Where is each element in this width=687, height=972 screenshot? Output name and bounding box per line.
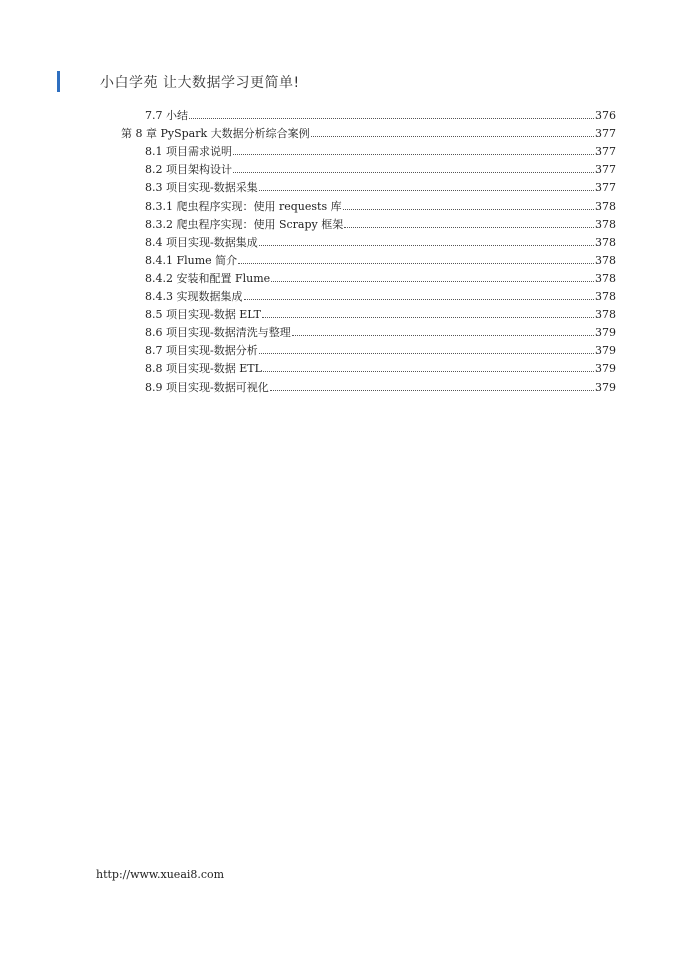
toc-leader-dots xyxy=(262,306,594,318)
toc-page-number: 378 xyxy=(595,235,616,249)
toc-section-entry[interactable] xyxy=(145,161,616,179)
toc-entry-title: 第 8 章 PySpark 大数据分析综合案例 xyxy=(121,127,310,141)
toc-page-number: 379 xyxy=(595,362,616,376)
toc-entry-title: 8.3 项目实现-数据采集 xyxy=(145,181,258,195)
toc-section-entry[interactable] xyxy=(145,379,616,397)
toc-entry-title: 8.1 项目需求说明 xyxy=(145,145,232,159)
toc-section-entry[interactable] xyxy=(145,198,616,216)
footer-url[interactable]: http://www.xueai8.com xyxy=(96,868,225,881)
toc-page-number: 379 xyxy=(595,344,616,358)
toc-section-entry[interactable] xyxy=(145,324,616,342)
toc-entry-title: 8.4.3 实现数据集成 xyxy=(145,290,243,303)
toc-page-number: 376 xyxy=(595,109,616,122)
toc-leader-dots xyxy=(259,179,594,191)
toc-leader-dots xyxy=(244,288,595,300)
toc-leader-dots xyxy=(270,379,594,391)
toc-section-entry[interactable] xyxy=(145,107,616,125)
toc-leader-dots xyxy=(233,161,594,173)
toc-entry-title: 8.4.1 Flume 简介 xyxy=(145,253,238,267)
toc-page-number: 379 xyxy=(595,380,616,394)
toc-page-number: 377 xyxy=(595,145,616,159)
toc-entry-title: 8.4.2 安装和配置 Flume xyxy=(145,271,271,285)
toc-leader-dots xyxy=(343,198,594,210)
toc-page-number: 379 xyxy=(595,326,616,340)
toc-page-number: 377 xyxy=(595,127,616,141)
toc-entry-title: 8.5 项目实现-数据 ELT xyxy=(145,308,261,322)
toc-leader-dots xyxy=(238,252,594,264)
toc-entry-title: 8.6 项目实现-数据清洗与整理 xyxy=(145,326,291,340)
toc-page-number: 378 xyxy=(595,308,616,322)
toc-leader-dots xyxy=(263,360,594,372)
toc-page-number: 378 xyxy=(595,199,616,213)
toc-leader-dots xyxy=(311,125,594,137)
toc-entry-title: 8.8 项目实现-数据 ETL xyxy=(145,362,262,376)
toc-leader-dots xyxy=(292,324,594,336)
header-accent-bar xyxy=(57,71,60,92)
toc-page-number: 378 xyxy=(595,271,616,285)
toc-page-number: 378 xyxy=(595,253,616,267)
toc-page-number: 377 xyxy=(595,163,616,177)
toc-entry-title: 8.4 项目实现-数据集成 xyxy=(145,235,258,249)
toc-leader-dots xyxy=(259,342,594,354)
toc-entry-title: 8.2 项目架构设计 xyxy=(145,163,232,177)
toc-section-entry[interactable] xyxy=(145,270,616,288)
toc-page-number: 377 xyxy=(595,181,616,195)
toc-section-entry[interactable] xyxy=(145,216,616,234)
toc-leader-dots xyxy=(344,216,594,228)
toc-section-entry[interactable] xyxy=(145,342,616,360)
toc-leader-dots xyxy=(189,107,594,119)
header-title: 小白学苑 让大数据学习更简单! xyxy=(100,75,300,91)
toc-section-entry[interactable] xyxy=(145,234,616,252)
toc-entry-title: 8.7 项目实现-数据分析 xyxy=(145,344,258,358)
toc-entry-title: 8.3.2 爬虫程序实现：使用 Scrapy 框架 xyxy=(145,217,344,231)
toc-section-entry[interactable] xyxy=(145,143,616,161)
toc-section-entry[interactable] xyxy=(145,360,616,378)
toc-chapter-entry[interactable] xyxy=(121,125,616,143)
toc-page-number: 378 xyxy=(595,290,616,303)
toc-section-entry[interactable] xyxy=(145,306,616,324)
toc-section-entry[interactable] xyxy=(145,252,616,270)
toc-leader-dots xyxy=(233,143,594,155)
toc-leader-dots xyxy=(271,270,594,282)
toc-page-number: 378 xyxy=(595,217,616,231)
toc-entry-title: 7.7 小结 xyxy=(145,109,188,122)
toc-section-entry[interactable] xyxy=(145,288,616,306)
toc-entry-title: 8.3.1 爬虫程序实现：使用 requests 库 xyxy=(145,199,342,213)
toc-entry-title: 8.9 项目实现-数据可视化 xyxy=(145,380,269,394)
toc-leader-dots xyxy=(259,234,594,246)
toc-section-entry[interactable] xyxy=(145,179,616,197)
